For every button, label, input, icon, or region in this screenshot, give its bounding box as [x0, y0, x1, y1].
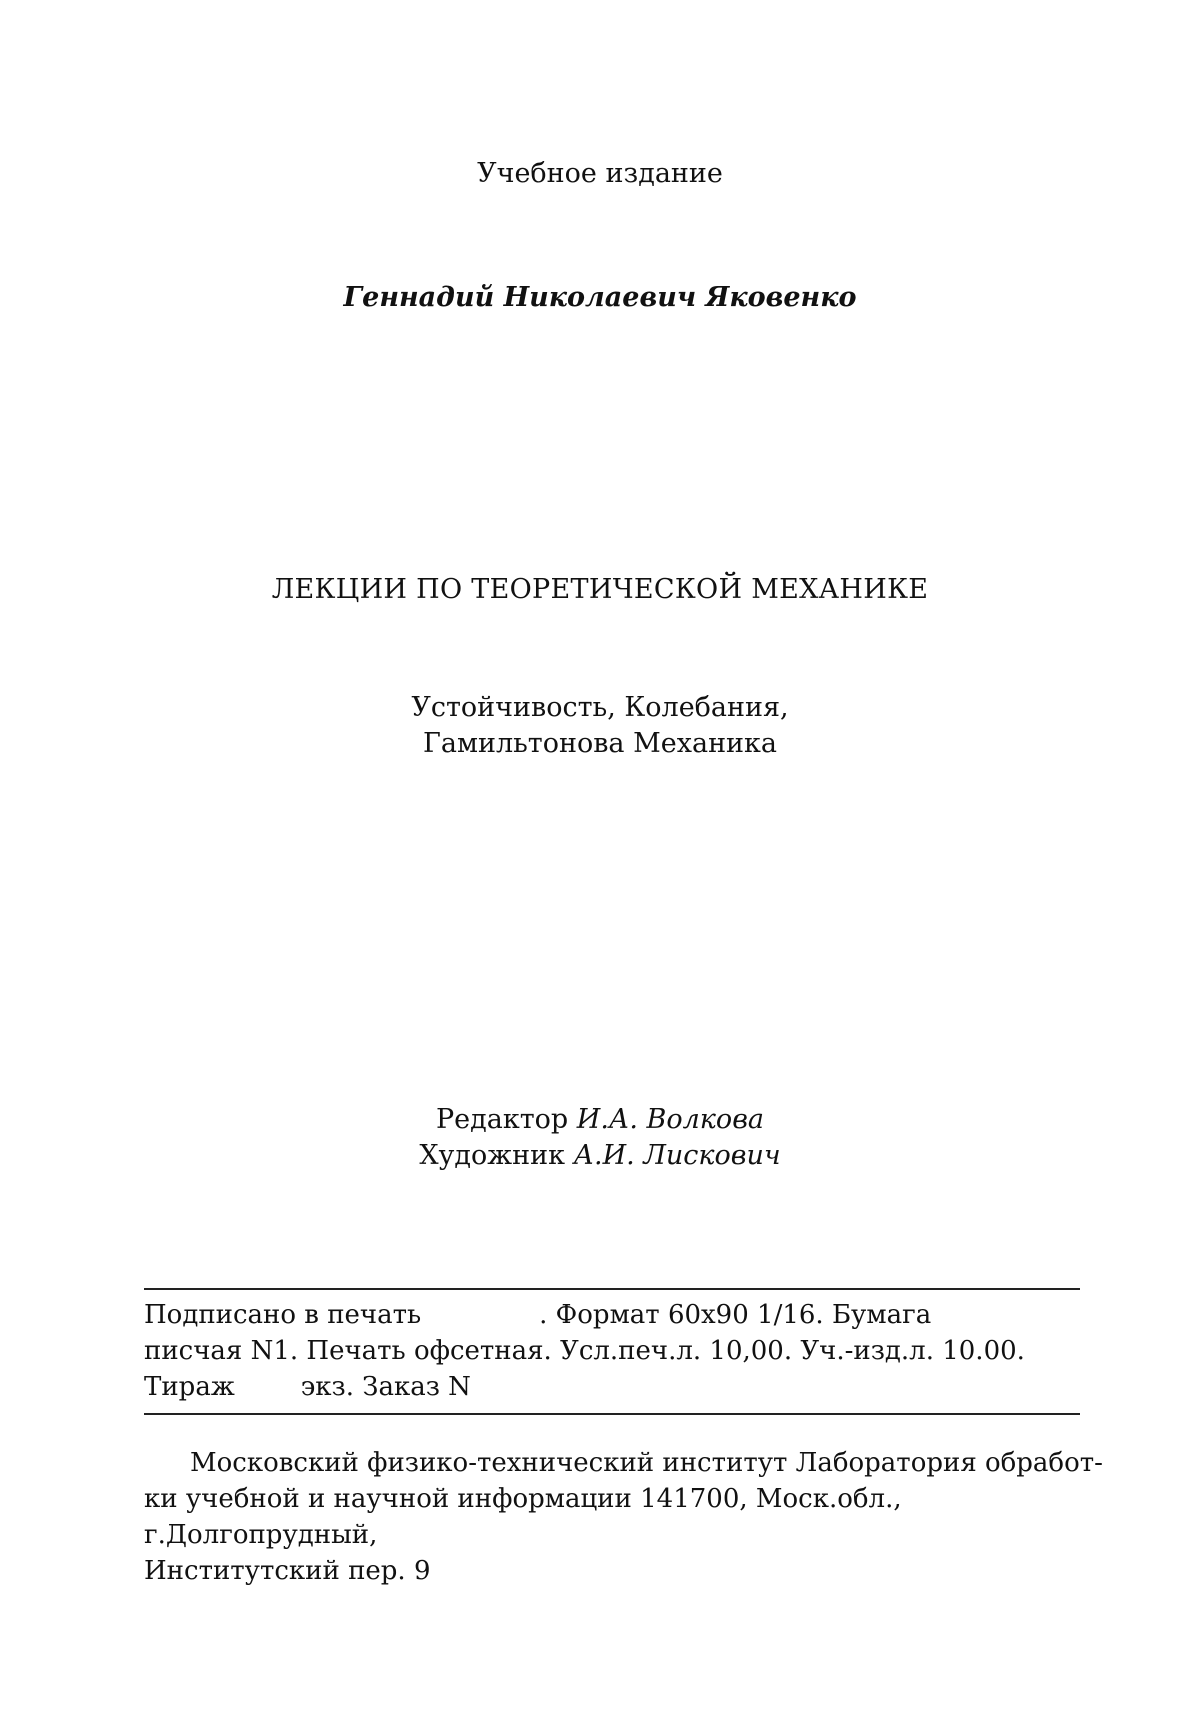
artist-name: А.И. Лискович: [573, 1140, 781, 1171]
imprint-signed-label: Подписано в печать: [144, 1300, 422, 1330]
credits-block: [0, 1102, 1200, 1174]
artist-label: Художник: [419, 1140, 566, 1171]
imprint-line-1: [144, 1297, 1080, 1333]
subtitle-line-2: Гамильтонова Механика: [422, 728, 778, 759]
imprint-line-2: писчая N1. Печать офсетная. Усл.печ.л. 10,00. Уч.-изд.л. 10.00.: [144, 1336, 1025, 1366]
publisher-line-1: Московский физико-технический институт Лаборатория обработ-: [190, 1448, 1103, 1478]
imprint-block: [144, 1288, 1080, 1415]
publisher-line-3: Институтский пер. 9: [144, 1556, 431, 1586]
publisher-info: [144, 1445, 1104, 1589]
author-name: Геннадий Николаевич Яковенко: [343, 282, 857, 313]
publisher-line-2: ки учебной и научной информации 141700, Моск.обл., г.Долгопрудный,: [144, 1484, 902, 1550]
imprint-line-3: [144, 1369, 1080, 1405]
editor-label: Редактор: [435, 1104, 569, 1135]
imprint-order: экз. Заказ N: [300, 1372, 471, 1402]
book-title: ЛЕКЦИИ ПО ТЕОРЕТИЧЕСКОЙ МЕХАНИКЕ: [271, 574, 929, 605]
edition-type: Учебное издание: [477, 158, 723, 189]
imprint-print-run-label: Тираж: [144, 1372, 235, 1402]
imprint-format: . Формат 60x90 1/16. Бумага: [539, 1300, 932, 1330]
editor-name: И.А. Волкова: [576, 1104, 765, 1135]
artist-credit: [0, 1138, 1200, 1174]
book-subtitle: [0, 690, 1200, 762]
editor-credit: [0, 1102, 1200, 1138]
subtitle-line-1: Устойчивость, Колебания,: [411, 692, 789, 723]
